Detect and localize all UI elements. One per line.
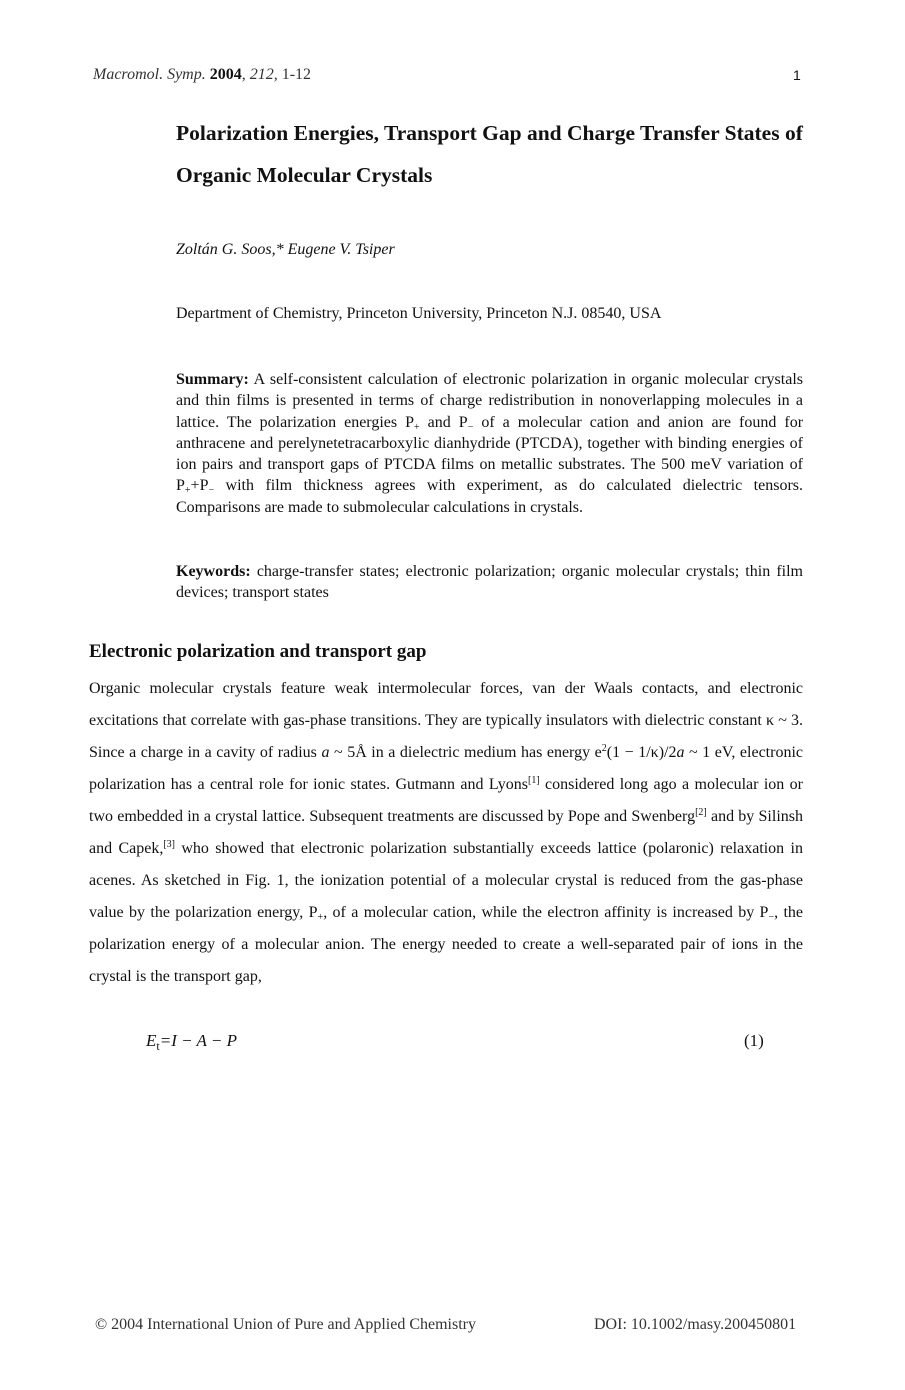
body-text: ~ 1 eV, electronic polarization has a central role for ionic states. Gutmann and Lyons — [89, 744, 803, 793]
keywords-label: Keywords: — [176, 563, 251, 580]
summary-text: with film thickness agrees with experiment, as do calculated dielectric tensors. Comparisons are made to submolecular calculations in crystals. — [176, 477, 803, 516]
subscript-plus: + — [414, 421, 420, 433]
equation-subscript: t — [156, 1039, 160, 1053]
journal-volume: 212, — [249, 66, 278, 83]
subscript-minus: − — [768, 912, 775, 923]
page-number: 1 — [793, 67, 801, 83]
keywords-text: charge-transfer states; electronic polarization; organic molecular crystals; thin film devices; transport states — [176, 563, 804, 602]
summary — [176, 369, 803, 518]
paper-title: Polarization Energies, Transport Gap and Charge Transfer States of Organic Molecular Crystals — [176, 121, 803, 187]
equation-rhs: =I − A − P — [159, 1031, 237, 1050]
summary-text: A self-consistent calculation of electronic polarization in organic molecular crystals and thin films is presented in terms of charge redistribution in nonoverlapping molecules in a lattice. The polarization energies P — [176, 371, 803, 431]
journal-name: Macromol. Symp. — [93, 66, 206, 83]
summary-text: of a molecular cation and anion are found for anthracene and perelynetetracarboxylic dianhydride (PTCDA), together with binding energies of ion pairs and transport gaps of PTCDA films on metallic substrates. The 500 meV variation of P — [176, 413, 804, 495]
body-text: Organic molecular crystals feature weak intermolecular forces, van der Waals contacts, and electronic excitations that correlate with gas-phase transitions. They are typically insulators with dielectric constant κ ~ 3. Since a charge in a cavity of radius — [89, 680, 803, 761]
equation-number: (1) — [744, 1031, 764, 1050]
symbol-a: a — [676, 744, 685, 761]
authors: Zoltán G. Soos,* Eugene V. Tsiper — [176, 241, 395, 258]
subscript-plus: + — [317, 912, 324, 923]
subscript-minus: − — [208, 485, 215, 497]
body-text: , the polarization energy of a molecular anion. The energy needed to create a well-separated pair of ions in the crystal is the transport gap, — [89, 904, 804, 985]
copyright-notice: © 2004 International Union of Pure and Applied Chemistry — [95, 1316, 476, 1333]
keywords — [176, 561, 803, 604]
citation-ref[interactable]: [3] — [163, 839, 176, 850]
symbol-a: a — [321, 744, 330, 761]
body-text: ~ 5Å in a dielectric medium has energy e — [329, 744, 602, 761]
subscript-plus: + — [184, 485, 191, 497]
equation-lhs: E — [146, 1031, 157, 1050]
journal-year: 2004 — [209, 66, 242, 83]
body-text: who showed that electronic polarization substantially exceeds lattice (polaronic) relaxation in acenes. As sketched in Fig. 1, the ionization potential of a molecular crystal is reduced from the gas-phase value by the polarization energy, P — [89, 840, 803, 921]
citation-ref[interactable]: [2] — [695, 807, 707, 818]
summary-text: +P — [190, 477, 209, 495]
summary-text: and P — [419, 413, 468, 431]
affiliation: Department of Chemistry, Princeton University, Princeton N.J. 08540, USA — [176, 305, 662, 322]
equation — [146, 1031, 237, 1054]
body-text: and by Silinsh and Capek, — [89, 808, 803, 857]
section-heading: Electronic polarization and transport gap — [89, 641, 427, 662]
doi[interactable]: DOI: 10.1002/masy.200450801 — [594, 1316, 797, 1333]
citation-ref[interactable]: [1] — [527, 775, 540, 786]
running-head: Macromol. Symp. 2004, 212, 1-12 — [93, 66, 312, 83]
body-text: (1 − 1/κ)/2 — [606, 744, 677, 761]
superscript: 2 — [601, 743, 607, 754]
body-text: , of a molecular cation, while the electron affinity is increased by P — [323, 904, 769, 921]
journal-pages: 1-12 — [281, 66, 312, 83]
body-paragraph — [89, 673, 803, 993]
body-text: considered long ago a molecular ion or two embedded in a crystal lattice. Subsequent treatments are discussed by Pope and Swenberg — [89, 776, 803, 825]
summary-label: Summary: — [176, 371, 249, 388]
subscript-minus: − — [467, 421, 474, 433]
